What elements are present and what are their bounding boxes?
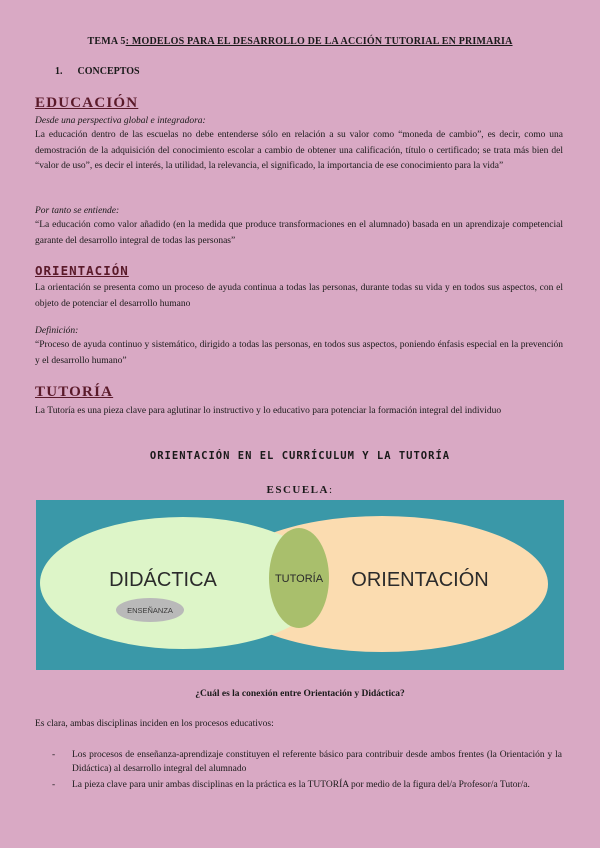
bullet-dash: - xyxy=(52,780,56,790)
section-number: 1. xyxy=(55,66,63,77)
orientacion-paragraph: La orientación se presenta como un proceso de ayuda continua a todas las personas, durante todas su vida y en todos sus aspectos, con el objeto de potenciar el desarrollo humano xyxy=(35,283,563,309)
educacion-paragraph-2: “La educación como valor añadido (en la medida que produce transformaciones en el alumnado) basada en un aprendizaje competencial garante del desarrollo integral de todas las personas” xyxy=(35,220,563,246)
venn-svg xyxy=(36,500,564,670)
bullet-dash: - xyxy=(52,750,56,760)
bullet-text: Los procesos de enseñanza-aprendizaje constituyen el referente básico para contribuir desde ambos frentes (la Orientación y la Didáctica) al desarrollo integral del alumnado xyxy=(72,750,562,774)
answer-intro: Es clara, ambas disciplinas inciden en los procesos educativos: xyxy=(35,719,274,729)
answer-list xyxy=(52,748,562,794)
escuela-label xyxy=(0,484,600,496)
bullet-text: La pieza clave para unir ambas disciplinas en la práctica es la TUTORÍA por medio de la figura del/a Profesor/a Tutor/a. xyxy=(72,780,530,790)
heading-tutoria: TUTORÍA xyxy=(35,384,114,400)
didactica-label: DIDÁCTICA xyxy=(109,569,217,591)
heading-educacion: EDUCACIÓN xyxy=(35,95,139,111)
educacion-intro-italic: Desde una perspectiva global e integradora: xyxy=(35,116,206,126)
orientacion-paragraph-2: “Proceso de ayuda continuo y sistemático, dirigido a todas las personas, en todos sus aspectos, poniendo énfasis especial en la prevención y el desarrollo humano” xyxy=(35,340,563,366)
title-prefix: TEMA 5 xyxy=(87,36,126,47)
title-rest: : MODELOS PARA EL DESARROLLO DE LA ACCIÓN TUTORIAL EN PRIMARIA xyxy=(125,36,513,47)
orientacion-label: ORIENTACIÓN xyxy=(351,569,489,591)
list-item xyxy=(52,778,562,792)
ensenanza-label: ENSEÑANZA xyxy=(127,606,173,615)
tutoria-paragraph: La Tutoría es una pieza clave para aglutinar lo instructivo y lo educativo para potenciar la formación integral del individuo xyxy=(35,406,502,416)
heading-orientacion: ORIENTACIÓN xyxy=(35,263,129,278)
question-heading: ¿Cuál es la conexión entre Orientación y Didáctica? xyxy=(195,689,405,699)
escuela-word: ESCUELA xyxy=(266,484,329,496)
escuela-colon: : xyxy=(328,484,334,496)
educacion-paragraph: La educación dentro de las escuelas no debe entenderse sólo en relación a su valor como “moneda de cambio”, es decir, como una demostración de la adquisición del conocimiento escolar a cambio de obtener una calificación, título o certificado; se trata más bien del “valor de uso”, es decir el interés, la utilidad, la relevancia, el significado, la importancia de ese conocimiento para la vida” xyxy=(35,130,563,171)
orientacion-italic: Definición: xyxy=(35,326,79,336)
list-item xyxy=(52,748,562,776)
document-title xyxy=(0,36,600,47)
diagram-heading: ORIENTACIÓN EN EL CURRÍCULUM Y LA TUTORÍA xyxy=(149,450,451,462)
educacion-italic-2: Por tanto se entiende: xyxy=(35,206,120,216)
section-conceptos xyxy=(55,66,140,77)
tutoria-label: TUTORÍA xyxy=(274,573,324,585)
section-label: CONCEPTOS xyxy=(77,66,140,77)
venn-diagram xyxy=(36,500,564,670)
